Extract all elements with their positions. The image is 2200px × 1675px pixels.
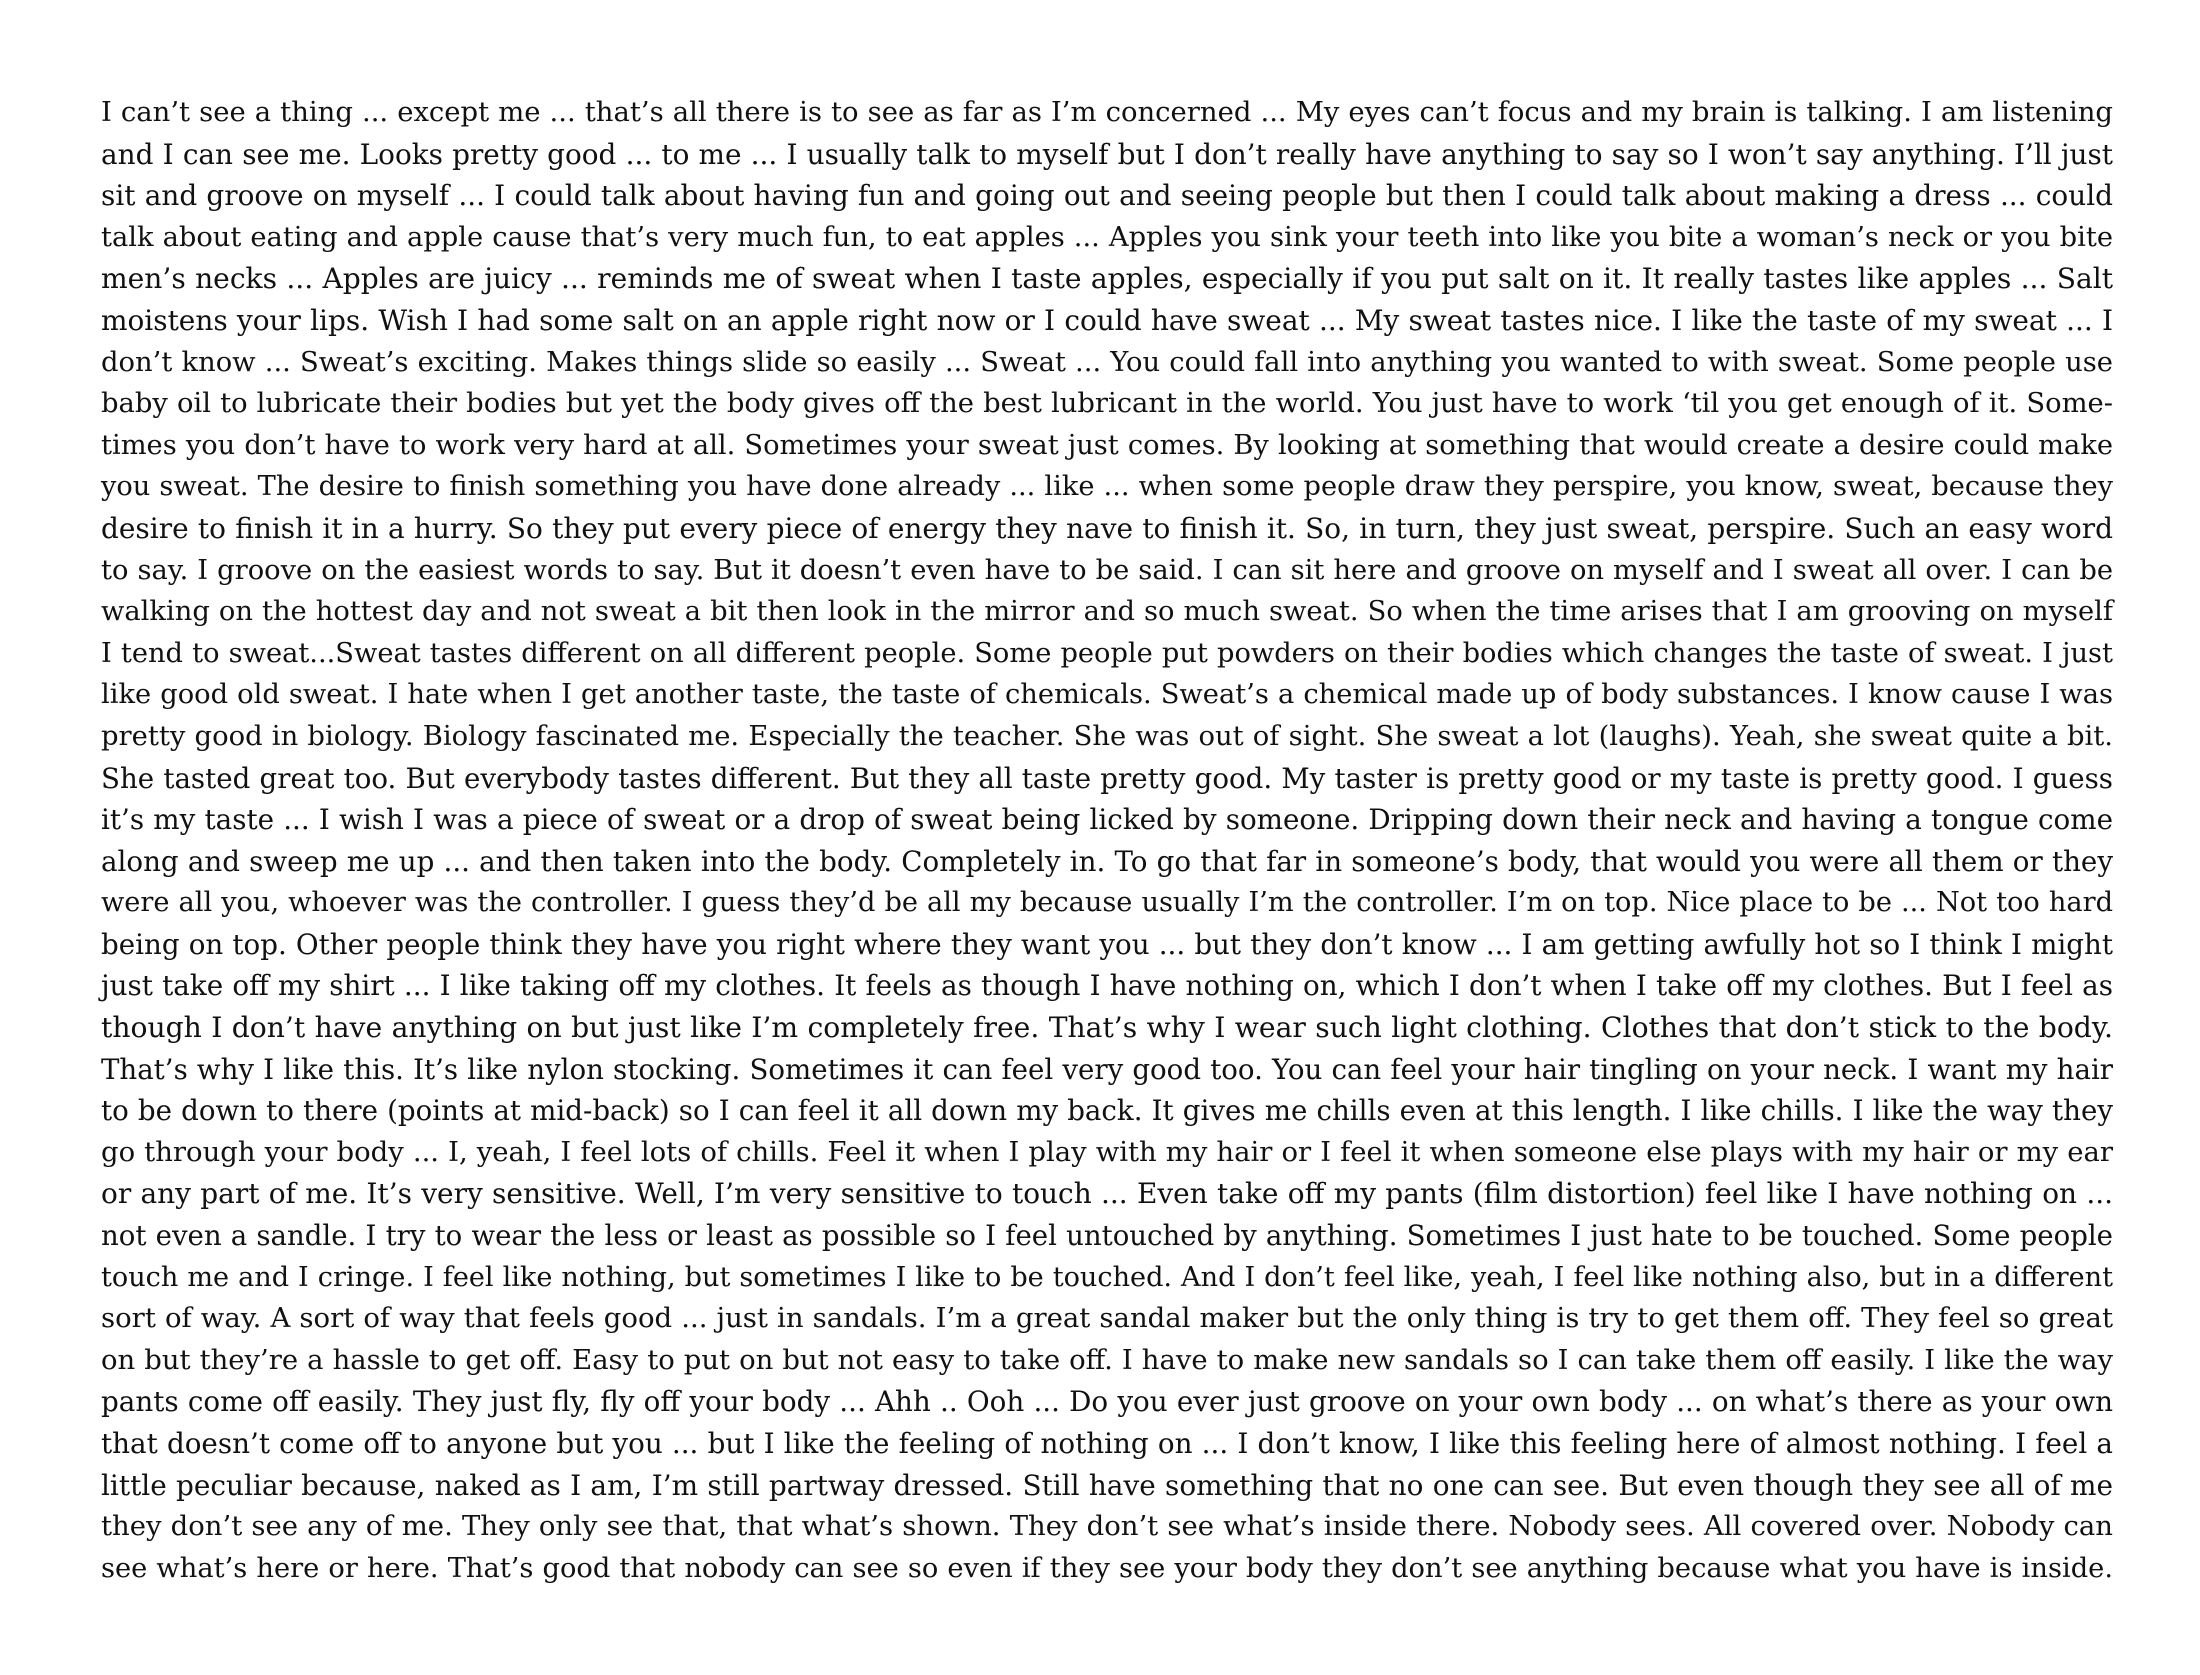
text-line: to be down to there (points at mid-back) so I can feel it all down my back. It gives me chills even at this length. I like chills. I like the way they (101, 1094, 2113, 1128)
text-line: She tasted great too. But everybody tastes different. But they all taste pretty good. My taster is pretty good or my taste is pretty good. I guess (101, 761, 2113, 795)
text-line: just take off my shirt ... I like taking off my clothes. It feels as though I have nothing on, which I don’t when I take off my clothes. But I feel as (101, 969, 2113, 1003)
text-line: talk about eating and apple cause that’s very much fun, to eat apples ... Apples you sink your teeth into like you bite a woman’s neck or you bite (101, 221, 2113, 253)
text-line: and I can see me. Looks pretty good ... to me ... I usually talk to myself but I don’t really have anything to say so I won’t say anything. I’ll just (101, 137, 2113, 171)
text-line: being on top. Other people think they have you right where they want you ... but they don’t know ... I am getting awfully hot so I think I might (101, 927, 2113, 961)
text-line: see what’s here or here. That’s good that nobody can see so even if they see your body they don’t see anything because what you have is inside. (101, 1552, 2113, 1584)
text-line: go through your body ... I, yeah, I feel lots of chills. Feel it when I play with my hair or I feel it when someone else plays with my hair or my ear (101, 1136, 2113, 1168)
text-line: walking on the hottest day and not sweat a bit then look in the mirror and so much sweat. So when the time arises that I am grooving on myself (101, 596, 2113, 628)
text-line: desire to finish it in a hurry. So they put every piece of energy they nave to finish it. So, in turn, they just sweat, perspire. Such an easy word (101, 511, 2113, 545)
text-line: they don’t see any of me. They only see that, that what’s shown. They don’t see what’s inside there. Nobody sees. All covered over. Nobody can (101, 1511, 2113, 1543)
text-line: sit and groove on myself ... I could talk about having fun and going out and seeing people but then I could talk about making a dress ... could (101, 179, 2113, 213)
text-line: don’t know ... Sweat’s exciting. Makes things slide so easily ... Sweat ... You could fall into anything you wanted to with sweat. Some people use (101, 346, 2113, 378)
text-line: it’s my taste ... I wish I was a piece of sweat or a drop of sweat being licked by someone. Dripping down their neck and having a tongue come (101, 803, 2113, 837)
text-line: sort of way. A sort of way that feels good ... just in sandals. I’m a great sandal maker but the only thing is try to get them off. They feel so great (101, 1302, 2113, 1335)
text-line: pretty good in biology. Biology fascinated me. Especially the teacher. She was out of sight. She sweat a lot (laughs). Yeah, she sweat quite a bit. (101, 720, 2113, 752)
text-line: or any part of me. It’s very sensitive. Well, I’m very sensitive to touch ... Even take off my pants (film distortion) feel like I have nothing on ... (101, 1177, 2113, 1211)
text-line: I can’t see a thing ... except me ... that’s all there is to see as far as I’m concerned ... My eyes can’t focus and my brain is talking. I am listening (101, 97, 2113, 128)
text-line: touch me and I cringe. I feel like nothing, but sometimes I like to be touched. And I don’t feel like, yeah, I feel like nothing also, but in a different (101, 1261, 2113, 1293)
text-line: moistens your lips. Wish I had some salt on an apple right now or I could have sweat ... My sweat tastes nice. I like the taste of my sweat ... I (101, 303, 2113, 337)
text-line: little peculiar because, naked as I am, I’m still partway dressed. Still have something that no one can see. But even though they see all of me (101, 1468, 2113, 1502)
text-line: baby oil to lubricate their bodies but yet the body gives off the best lubricant in the world. You just have to work ‘til you get enough of it. Some- (101, 388, 2113, 420)
text-line: on but they’re a hassle to get off. Easy to put on but not easy to take off. I have to make new sandals so I can take them off easily. I like the way (101, 1344, 2113, 1376)
text-line: to say. I groove on the easiest words to say. But it doesn’t even have to be said. I can sit here and groove on myself and I sweat all over. I can be (101, 554, 2113, 586)
text-line: that doesn’t come off to anyone but you ... but I like the feeling of nothing on ... I don’t know, I like this feeling here of almost nothing. I feel a (101, 1427, 2113, 1460)
text-line: I tend to sweat...Sweat tastes different on all different people. Some people put powders on their bodies which changes the taste of sweat. I just (101, 637, 2113, 669)
text-line: men’s necks ... Apples are juicy ... reminds me of sweat when I taste apples, especially if you put salt on it. It really tastes like apples ... Salt (101, 262, 2113, 296)
text-line: were all you, whoever was the controller. I guess they’d be all my because usually I’m the controller. I’m on top. Nice place to be ... Not too hard (101, 887, 2113, 919)
text-line: you sweat. The desire to finish something you have done already ... like ... when some people draw they perspire, you know, sweat, because they (101, 471, 2113, 503)
body-text (101, 92, 2113, 1589)
text-line: along and sweep me up ... and then taken into the body. Completely in. To go that far in someone’s body, that would you were all them or they (101, 844, 2113, 878)
text-line: not even a sandle. I try to wear the less or least as possible so I feel untouched by anything. Sometimes I just hate to be touched. Some people (101, 1219, 2113, 1253)
text-line: pants come off easily. They just fly, fly off your body ... Ahh .. Ooh ... Do you ever just groove on your own body ... on what’s there as your own (101, 1385, 2113, 1419)
text-line: times you don’t have to work very hard at all. Sometimes your sweat just comes. By looking at something that would create a desire could make (101, 429, 2113, 461)
text-line: like good old sweat. I hate when I get another taste, the taste of chemicals. Sweat’s a chemical made up of body substances. I know cause I was (101, 679, 2113, 711)
text-line: That’s why I like this. It’s like nylon stocking. Sometimes it can feel very good too. You can feel your hair tingling on your neck. I want my hair (101, 1052, 2113, 1086)
text-line: though I don’t have anything on but just like I’m completely free. That’s why I wear such light clothing. Clothes that don’t stick to the body. (101, 1011, 2113, 1045)
